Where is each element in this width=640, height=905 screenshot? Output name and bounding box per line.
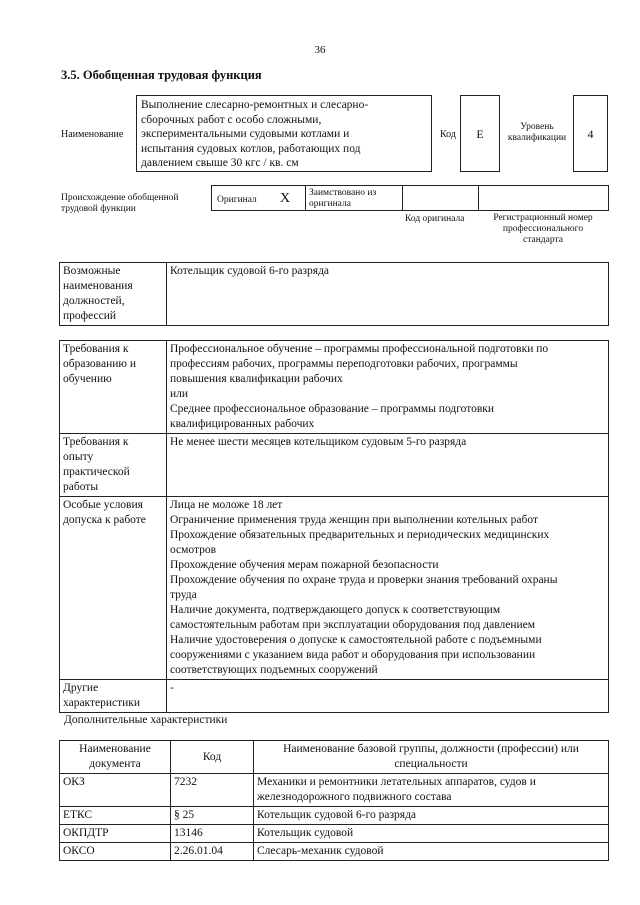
doc-cell: ЕТКС: [60, 807, 171, 825]
origin-label-line: трудовой функции: [61, 204, 136, 214]
conditions-line: Лица не моложе 18 лет: [170, 499, 283, 511]
conditions-line: Наличие удостоверения о допуске к самостоятельной работе с подъемными: [170, 634, 542, 646]
original-label: Оригинал: [217, 195, 257, 205]
code-original-caption: Код оригинала: [405, 214, 465, 224]
page-number: 36: [314, 44, 326, 56]
borrowed-label-line: Заимствовано из: [309, 188, 377, 198]
experience-label-line: работы: [63, 481, 99, 493]
header-line: Наименование базовой группы, должности (профессии) или: [283, 743, 579, 755]
education-label-line: обучению: [63, 373, 112, 385]
conditions-label-cell: [60, 497, 167, 680]
education-line: профессиям рабочих, программы переподготовки рабочих, программы: [170, 358, 518, 370]
table-row: [60, 843, 609, 861]
reg-caption-line: стандарта: [523, 235, 563, 245]
name-line: сборочных работ с особо сложными,: [141, 113, 322, 126]
table-row: [60, 341, 609, 434]
education-line: повышения квалификации рабочих: [170, 373, 343, 385]
education-line: квалифицированных рабочих: [170, 418, 315, 430]
code-cell: 13146: [171, 825, 254, 843]
code-label: Код: [440, 129, 456, 140]
col-header-name: [254, 741, 609, 774]
name-cell: Слесарь-механик судовой: [254, 843, 609, 861]
header-line: документа: [89, 758, 141, 770]
table-row: [60, 497, 609, 680]
positions-label-line: профессий: [63, 310, 117, 322]
conditions-line: Ограничение применения труда женщин при выполнении котельных работ: [170, 514, 538, 526]
borrowed-label-line: оригинала: [309, 199, 351, 209]
name-box: [136, 95, 432, 172]
table-row: [60, 807, 609, 825]
experience-label-cell: [60, 434, 167, 497]
level-label: [505, 122, 569, 144]
positions-table: [59, 262, 609, 326]
education-label-line: Требования к: [63, 343, 129, 355]
other-label-cell: [60, 680, 167, 713]
education-line: Среднее профессиональное образование – программы подготовки: [170, 403, 495, 415]
experience-label-line: опыту: [63, 451, 94, 463]
name-line: испытания судовых котлов, работающих под: [141, 142, 361, 155]
conditions-line: Прохождение обучения мерам пожарной безопасности: [170, 559, 439, 571]
experience-label-line: Требования к: [63, 436, 129, 448]
origin-table: [211, 185, 609, 211]
education-line: или: [170, 388, 189, 400]
education-value-cell: [167, 341, 609, 434]
name-line: давлением свыше 30 кгс / кв. см: [141, 157, 299, 169]
table-row: [60, 825, 609, 843]
origin-label-line: Происхождение обобщенной: [61, 193, 179, 203]
conditions-line: Прохождение обучения по охране труда и проверки знания требований охраны: [170, 574, 558, 586]
positions-value-cell: Котельщик судовой 6-го разряда: [167, 263, 609, 326]
origin-label: [61, 193, 179, 215]
name-label: Наименование: [61, 129, 124, 140]
code-cell: § 25: [171, 807, 254, 825]
name-cell: [254, 774, 609, 807]
level-label-line: квалификации: [507, 133, 567, 143]
positions-label-line: должностей,: [63, 295, 125, 307]
table-row: [60, 434, 609, 497]
reg-caption-line: профессионального: [502, 224, 584, 234]
other-value-cell: -: [167, 680, 609, 713]
conditions-value-cell: [167, 497, 609, 680]
other-label-line: характеристики: [63, 697, 141, 709]
name-line: Выполнение слесарно-ремонтных и слесарно-: [141, 99, 369, 111]
code-box: [460, 95, 500, 172]
code-value: E: [476, 127, 484, 141]
table-row: [60, 774, 609, 807]
education-label-cell: [60, 341, 167, 434]
name-line: Механики и ремонтники летательных аппаратов, судов и: [257, 776, 536, 788]
conditions-line: Прохождение обязательных предварительных и периодических медицинских: [170, 529, 550, 541]
col-header-doc: [60, 741, 171, 774]
positions-label-line: наименования: [63, 280, 133, 292]
level-label-line: Уровень: [520, 122, 554, 132]
doc-cell: ОКСО: [60, 843, 171, 861]
experience-label-line: практической: [63, 466, 130, 478]
conditions-line: труда: [170, 589, 197, 601]
requirements-table: [59, 340, 609, 713]
conditions-label-line: допуска к работе: [63, 514, 146, 526]
conditions-line: сооружениями с указанием вида работ и оборудования при использовании: [170, 649, 536, 661]
positions-label-cell: [60, 263, 167, 326]
reg-caption-line: Регистрационный номер: [493, 213, 593, 223]
experience-value-cell: Не менее шести месяцев котельщиком судовым 5-го разряда: [167, 434, 609, 497]
conditions-line: соответствующих подъемных сооружений: [170, 664, 378, 676]
additional-title: Дополнительные характеристики: [64, 714, 228, 726]
level-box: [573, 95, 608, 172]
conditions-line: осмотров: [170, 544, 217, 556]
col-header-code: Код: [171, 741, 254, 774]
education-line: Профессиональное обучение – программы профессиональной подготовки по: [170, 343, 549, 355]
doc-cell: ОКЗ: [60, 774, 171, 807]
reg-number-caption: [484, 213, 602, 246]
table-row: [60, 263, 609, 326]
conditions-line: Наличие документа, подтверждающего допуск к соответствующим: [170, 604, 501, 616]
table-row: [60, 680, 609, 713]
header-line: Наименование: [79, 743, 151, 755]
additional-table: [59, 740, 609, 861]
education-label-line: образованию и: [63, 358, 136, 370]
section-title: 3.5. Обобщенная трудовая функция: [61, 68, 262, 82]
level-value: 4: [587, 127, 594, 141]
code-cell: 2.26.01.04: [171, 843, 254, 861]
positions-label-line: Возможные: [63, 265, 121, 277]
name-cell: Котельщик судовой: [254, 825, 609, 843]
code-cell: 7232: [171, 774, 254, 807]
header-line: специальности: [394, 758, 468, 770]
borrowed-label: [309, 188, 376, 210]
conditions-label-line: Особые условия: [63, 499, 143, 511]
name-cell: Котельщик судовой 6-го разряда: [254, 807, 609, 825]
doc-cell: ОКПДТР: [60, 825, 171, 843]
conditions-line: самостоятельным работам при эксплуатации оборудования под давлением: [170, 619, 536, 631]
original-mark: X: [280, 191, 291, 206]
other-label-line: Другие: [63, 682, 99, 694]
table-header-row: [60, 741, 609, 774]
name-line: железнодорожного подвижного состава: [257, 791, 452, 803]
name-line: экспериментальными судовыми котлами и: [141, 128, 350, 140]
